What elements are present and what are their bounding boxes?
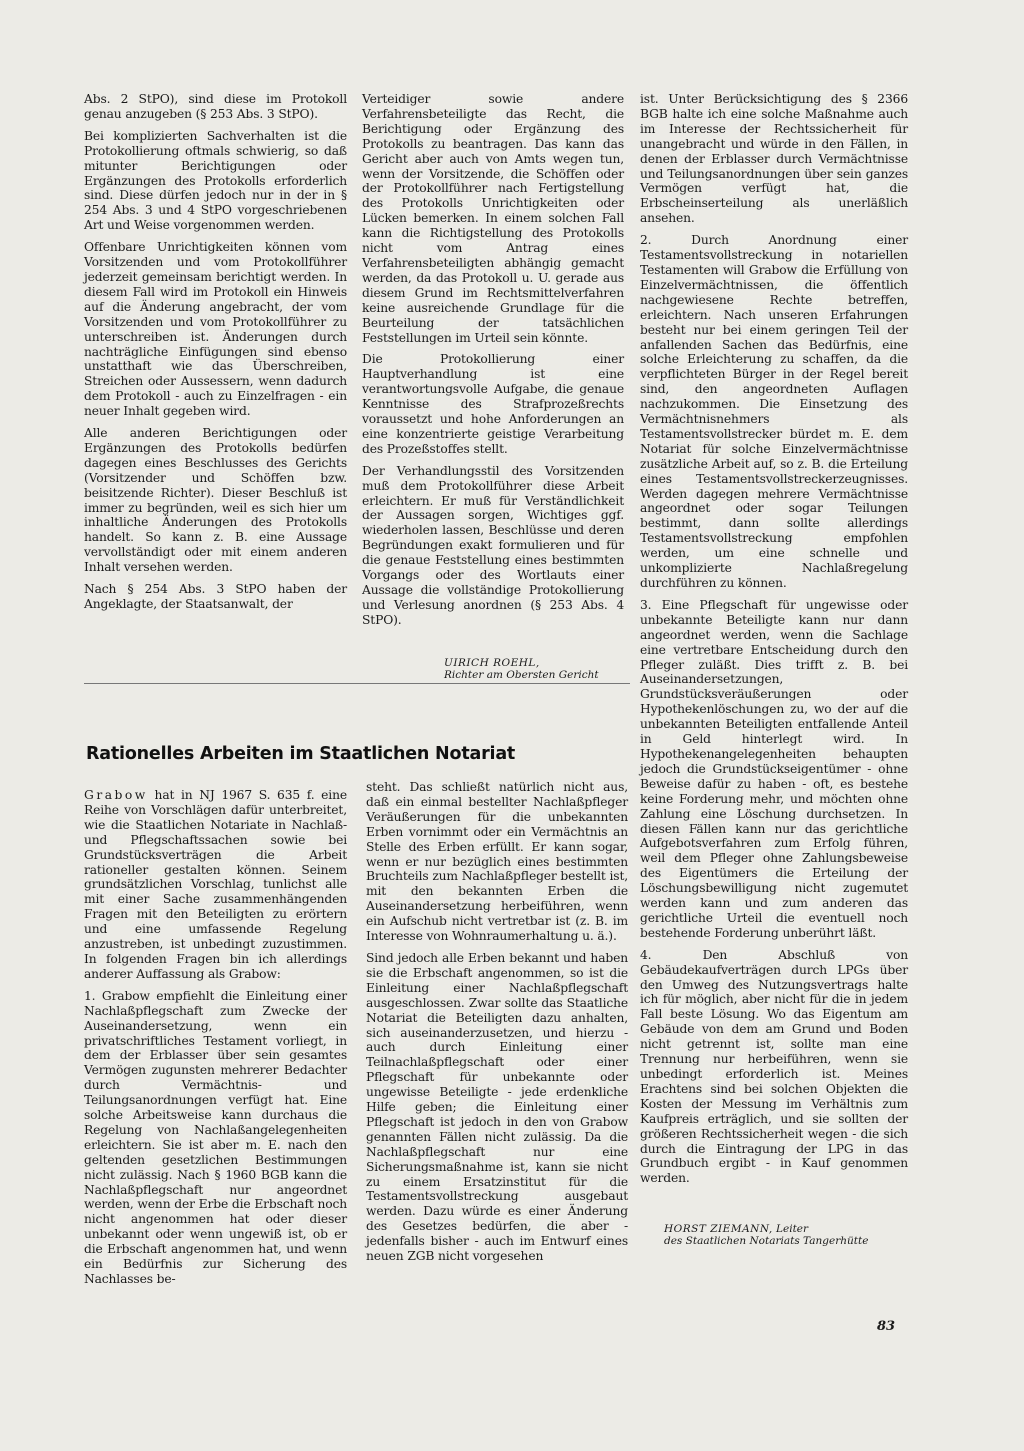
paragraph: 1. Grabow empfiehlt die Einleitung einer Nachlaßpflegschaft zum Zwecke der Auseinandersetzung, wenn ein privatschriftliches Testament vorliegt, in dem der Erblasser über sein gesamtes Vermögen zugunsten mehrerer Bedachter durch Vermächtnis- und Teilungsanordnungen verfügt hat. Eine solche Arbeitsweise kann durchaus die Regelung von Nachlaßangelegenheiten erleichtern. Sie ist aber m. E. nach den geltenden gesetzlichen Bestimmungen nicht zulässig. Nach § 1960 BGB kann die Nachlaßpflegschaft nur angeordnet werden, wenn der Erbe die Erbschaft noch nicht angenommen hat oder dieser unbekannt oder wenn ungewiß ist, ob er die Erbschaft angenommen hat, und wenn ein Bedürfnis zur Sicherung des Nachlasses be-: [84, 988, 347, 1286]
paragraph: 3. Eine Pflegschaft für ungewisse oder unbekannte Beteiligte kann nur dann angeordnet werden, wenn die Sachlage eine vertretbare Entscheidung durch den Pfleger zuläßt. Dies trifft z. B. bei Auseinandersetzungen, Grundstücksveräußerungen oder Hypothekenlöschungen zu, wo der auf die unbekannten Beteiligten entfallende Anteil in Geld hinterlegt wird. In Hypothekenangelegenheiten behaupten jedoch die Grundstückseigentümer - ohne Beweise dafür zu haben - oft, es bestehe keine Forderung mehr, und möchten ohne Zahlung eine Löschung durchsetzen. In diesen Fällen kann nur das gerichtliche Aufgebotsverfahren zum Erfolg führen, weil dem Pfleger ohne Zahlungsbeweise des Eigentümers die Erteilung der Löschungsbewilligung nicht zugemutet werden kann und zum anderen das gerichtliche Urteil die eventuell noch bestehende Forderung unberührt läßt.: [640, 597, 908, 940]
paragraph: Der Verhandlungsstil des Vorsitzenden muß dem Protokollführer diese Arbeit erleichtern. Er muß für Verständlichkeit der Aussagen sorgen, Wichtiges ggf. wiederholen lassen, Beschlüsse und deren Begründungen exakt formulieren und für die genaue Feststellung eines bestimmten Vorgangs oder des Wortlauts einer Aussage die vollständige Protokollierung und Verlesung anordnen (§ 253 Abs. 4 StPO).: [362, 463, 624, 627]
paragraph: 4. Den Abschluß von Gebäudekaufverträgen durch LPGs über den Umweg des Nutzungsvertrags halte ich für möglich, aber nicht für die in jedem Fall beste Lösung. Wo das Eigentum am Gebäude von dem am Grund und Boden nicht getrennt ist, sollte man eine Trennung nur herbeiführen, wenn sie unbedingt erforderlich ist. Meines Erachtens sind bei solchen Objekten die Kosten der Messung im Verhältnis zum Kaufpreis erträglich, und sie sollten der größeren Rechtssicherheit wegen - die sich durch die Eintragung der LPG in das Grundbuch ergibt - in Kauf genommen werden.: [640, 947, 908, 1186]
paragraph: Sind jedoch alle Erben bekannt und haben sie die Erbschaft angenommen, so ist die Einleitung einer Nachlaßpflegschaft ausgeschlossen. Zwar sollte das Staatliche Notariat die Beteiligten dazu anhalten, sich auseinanderzusetzen, und hierzu - auch durch Einleitung einer Teilnachlaßpflegschaft oder einer Pflegschaft für unbekannte oder ungewisse Beteiligte - jede erdenkliche Hilfe geben; die Einleitung einer Pflegschaft ist jedoch in den von Grabow genannten Fällen nicht zulässig. Da die Nachlaßpflegschaft nur eine Sicherungsmaßnahme ist, kann sie nicht zu einem Ersatzinstitut für die Testamentsvollstreckung ausgebaut werden. Dazu würde es einer Änderung des Gesetzes bedürfen, die aber - jedenfalls bisher - auch im Entwurf eines neuen ZGB nicht vorgesehen: [366, 950, 628, 1264]
column-1-bottom: [84, 788, 347, 1294]
column-3: [640, 92, 908, 1193]
paragraph: Nach § 254 Abs. 3 StPO haben der Angeklagte, der Staatsanwalt, der: [84, 582, 347, 611]
author-title: Leiter: [776, 1223, 809, 1235]
page-number: 83: [877, 1319, 896, 1334]
section-divider: [84, 683, 630, 684]
paragraph: Die Protokollierung einer Hauptverhandlung ist eine verantwortungsvolle Aufgabe, die genaue Kenntnisse des Strafprozeßrechts voraussetzt und hohe Anforderungen an eine konzentrierte geistige Verarbeitung des Prozeßstoffes stellt.: [362, 352, 624, 456]
author-signature-roehl: [444, 657, 599, 681]
paragraph: Verteidiger sowie andere Verfahrensbeteiligte das Recht, die Berichtigung oder Ergänzung des Protokolls zu beantragen. Das kann das Gericht aber auch von Amts wegen tun, wenn der Vorsitzende, die Schöffen oder der Protokollführer nach Fertigstellung des Protokolls Unrichtigkeiten oder Lücken bemerken. In einem solchen Fall kann die Richtigstellung des Protokolls nicht vom Antrag eines Verfahrensbeteiligten abhängig gemacht werden, da das Protokoll u. U. gerade aus diesem Grund im Rechtsmittelverfahren keine ausreichende Grundlage für die Beurteilung der tatsächlichen Feststellungen im Urteil sein könnte.: [362, 92, 624, 345]
author-reference: Grabow: [84, 788, 148, 802]
article-heading: Rationelles Arbeiten im Staatlichen Notariat: [86, 744, 516, 764]
paragraph: 2. Durch Anordnung einer Testamentsvollstreckung in notariellen Testamenten will Grabow die Erfüllung von Einzelvermächtnissen, die öffentlich nachgewiesene Rechte betreffen, erleichtern. Nach unseren Erfahrungen besteht nur bei einem geringen Teil der anfallenden Sachen das Bedürfnis, eine solche Erleichterung zu schaffen, da die verpflichteten Bürger in der Regel bereit sind, den angeordneten Auflagen nachzukommen. Die Einsetzung des Vermächtnisnehmers als Testamentsvollstrecker bürdet m. E. dem Notariat für solche Einzelvermächtnisse zusätzliche Arbeit auf, so z. B. die Erteilung eines Testamentsvollstreckerzeugnisses. Werden dagegen mehrere Vermächtnisse angeordnet oder sogar Teilungen bestimmt, dann sollte allerdings Testamentsvollstreckung empfohlen werden, um eine schnelle und unkomplizierte Nachlaßregelung durchführen zu können.: [640, 233, 908, 590]
paragraph: Abs. 2 StPO), sind diese im Protokoll genau anzugeben (§ 253 Abs. 3 StPO).: [84, 92, 347, 121]
column-2-bottom: [366, 780, 628, 1271]
paragraph: Alle anderen Berichtigungen oder Ergänzungen des Protokolls bedürfen dagegen eines Beschlusses des Gerichts (Vorsitzender und Schöffen bzw. beisitzende Richter). Dieser Beschluß ist immer zu begründen, weil es sich hier um inhaltliche Änderungen des Protokolls handelt. So kann z. B. eine Aussage vervollständigt oder mit einem anderen Inhalt versehen werden.: [84, 426, 347, 575]
lead-paragraph: Grabow hat in NJ 1967 S. 635 f. eine Reihe von Vorschlägen dafür unterbreitet, wie die Staatlichen Notariate in Nachlaß- und Pflegschaftssachen sowie bei Grundstücksverträgen die Arbeit rationeller gestalten können. Seinem grundsätzlichen Vorschlag, tunlichst alle mit einer Sache zusammenhängenden Fragen mit den Beteiligten zu erörtern und eine umfassende Regelung anzustreben, ist unbedingt zuzustimmen. In folgenden Fragen bin ich allerdings anderer Auffassung als Grabow:: [84, 788, 347, 981]
paragraph: Bei komplizierten Sachverhalten ist die Protokollierung oftmals schwierig, so daß mitunter Berichtigungen oder Ergänzungen des Protokolls erforderlich sind. Diese dürfen jedoch nur in der in § 254 Abs. 3 und 4 StPO vorgeschriebenen Art und Weise vorgenommen werden.: [84, 128, 347, 233]
author-title: Richter am Obersten Gericht: [444, 669, 599, 681]
author-affiliation: des Staatlichen Notariats Tangerhütte: [664, 1235, 869, 1247]
column-1-top: [84, 92, 347, 619]
paragraph: ist. Unter Berücksichtigung des § 2366 BGB halte ich eine solche Maßnahme auch im Interesse der Rechtssicherheit für unangebracht und würde in den Fällen, in denen der Erblasser durch Vermächtnisse und Teilungsanordnungen über sein ganzes Vermögen verfügt hat, die Erbscheinserteilung als unerläßlich ansehen.: [640, 92, 908, 226]
author-name: HORST ZIEMANN,: [664, 1223, 773, 1235]
author-signature-ziemann: [664, 1223, 868, 1247]
author-name: UIRICH ROEHL,: [444, 657, 540, 669]
paragraph: Offenbare Unrichtigkeiten können vom Vorsitzenden und vom Protokollführer jederzeit gemeinsam berichtigt werden. In diesem Fall wird im Protokoll ein Hinweis auf die Änderung angebracht, der vom Vorsitzenden und vom Protokollführer zu unterschreiben ist. Änderungen durch nachträgliche Einfügungen sind ebenso unstatthaft wie das Überschreiben, Streichen oder Aussessern, wenn dadurch dem Protokoll - auch zu Einzelfragen - ein neuer Inhalt gegeben wird.: [84, 240, 347, 419]
paragraph: steht. Das schließt natürlich nicht aus, daß ein einmal bestellter Nachlaßpfleger Veräußerungen für die unbekannten Erben vornimmt oder ein Vermächtnis an Stelle des Erben erfüllt. Er kann sogar, wenn er nur bezüglich eines bestimmten Bruchteils zum Nachlaßpfleger bestellt ist, mit den bekannten Erben die Auseinandersetzung herbeiführen, wenn ein Aufschub nicht vertretbar ist (z. B. im Interesse von Wohnraumerhaltung u. ä.).: [366, 780, 628, 944]
column-2-top: [362, 92, 624, 635]
